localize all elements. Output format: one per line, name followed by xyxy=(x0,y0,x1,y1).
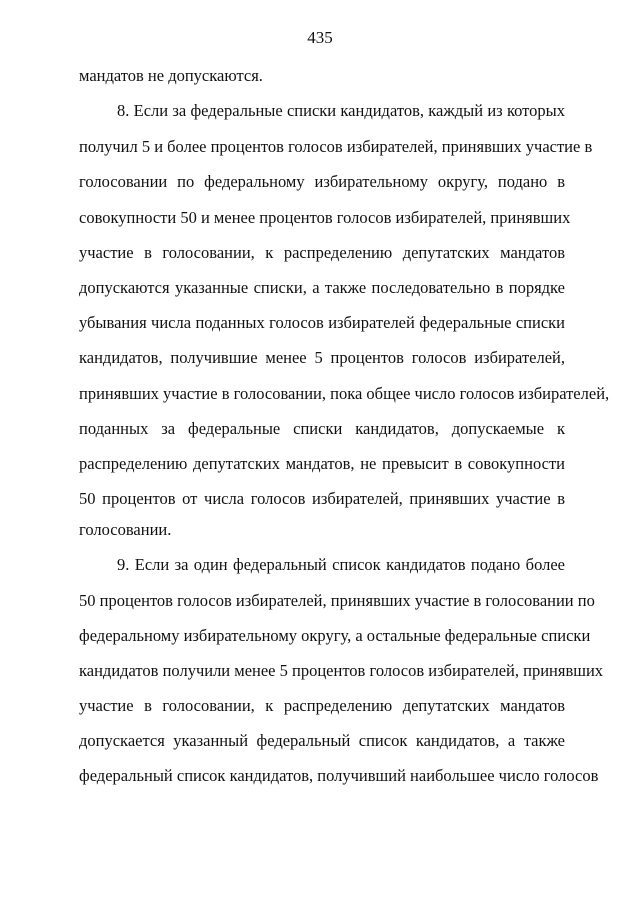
page-number: 435 xyxy=(307,28,333,47)
text-line: принявших участие в голосовании, пока общее число голосов избирателей, xyxy=(79,384,610,403)
text-line: допускаются указанные списки, а также последовательно в порядке xyxy=(79,278,565,297)
text-line: участие в голосовании, к распределению депутатских мандатов xyxy=(79,696,565,715)
text-line: кандидатов получили менее 5 процентов голосов избирателей, принявших xyxy=(79,661,604,680)
text-line: голосовании. xyxy=(79,520,172,539)
text-line: голосовании по федеральному избирательному округу, подано в xyxy=(79,172,565,191)
text-line: 50 процентов голосов избирателей, принявших участие в голосовании по xyxy=(79,591,595,610)
text-line: участие в голосовании, к распределению депутатских мандатов xyxy=(79,243,565,262)
text-line: кандидатов, получившие менее 5 процентов голосов избирателей, xyxy=(79,348,565,367)
text-line: поданных за федеральные списки кандидатов, допускаемые к xyxy=(79,419,565,438)
text-line: распределению депутатских мандатов, не превысит в совокупности xyxy=(79,454,565,473)
text-line: федеральному избирательному округу, а остальные федеральные списки xyxy=(79,626,591,645)
text-line: федеральный список кандидатов, получивший наибольшее число голосов xyxy=(79,766,599,785)
text-line: 50 процентов от числа голосов избирателей, принявших участие в xyxy=(79,489,565,508)
paragraph-8-first-line: 8. Если за федеральные списки кандидатов, каждый из которых xyxy=(117,101,565,120)
text-line: получил 5 и более процентов голосов избирателей, принявших участие в xyxy=(79,137,593,156)
text-line: совокупности 50 и менее процентов голосов избирателей, принявших xyxy=(79,208,571,227)
text-line: мандатов не допускаются. xyxy=(79,66,263,85)
text-line: допускается указанный федеральный список кандидатов, а также xyxy=(79,731,565,750)
text-line: убывания числа поданных голосов избирателей федеральные списки xyxy=(79,313,565,332)
paragraph-9-first-line: 9. Если за один федеральный список кандидатов подано более xyxy=(117,555,565,574)
